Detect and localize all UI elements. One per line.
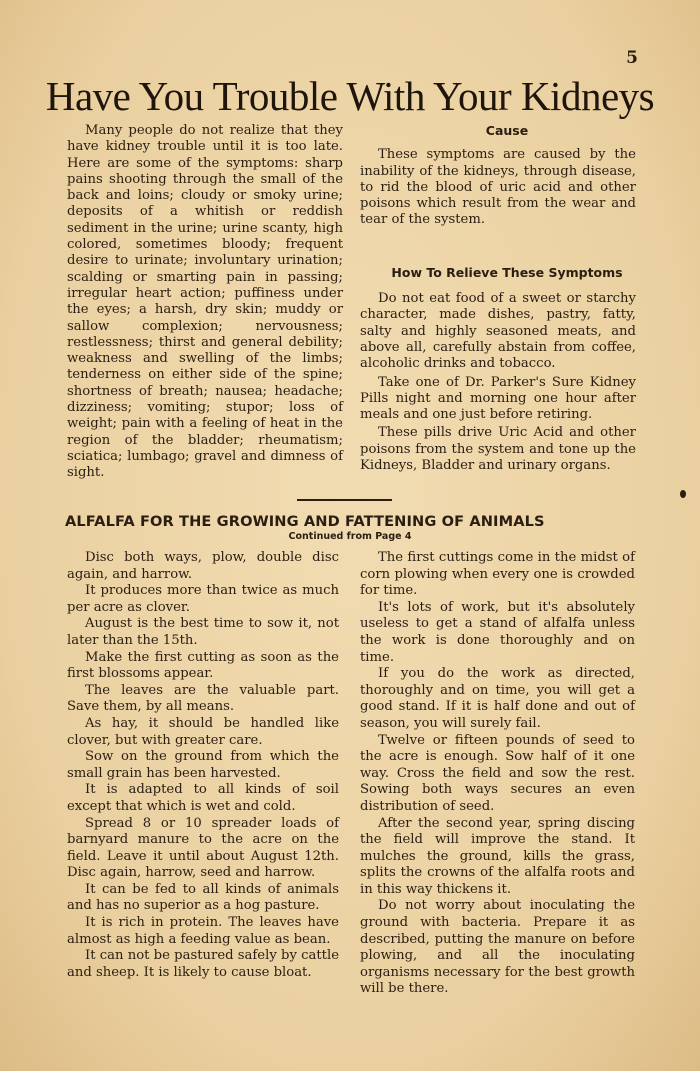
section-divider: [297, 499, 392, 501]
alfalfa-title: ALFALFA FOR THE GROWING AND FATTENING OF ANIMALS: [65, 513, 545, 530]
alfalfa-paragraph: Make the first cutting as soon as the first blossoms appear.: [67, 649, 339, 682]
alfalfa-paragraph: It can be fed to all kinds of animals and has no superior as a hog pasture.: [67, 881, 339, 914]
alfalfa-paragraph: It is adapted to all kinds of soil except that which is wet and cold.: [67, 782, 339, 814]
alfalfa-paragraph: It produces more than twice as much per acre as clover.: [67, 583, 339, 615]
alfalfa-paragraph: Do not worry about inoculating the ground with bacteria. Prepare it as described, putting the manure on before plowing, and all the inoculating organisms necessary for the best growth will be there.: [360, 898, 635, 997]
alfalfa-paragraph: Sow on the ground from which the small grain has been harvested.: [67, 749, 339, 781]
alfalfa-paragraph: As hay, it should be handled like clover, but with greater care.: [67, 715, 339, 748]
headline: Have You Trouble With Your Kidneys: [45, 73, 655, 119]
relieve-heading: How To Relieve These Symptoms: [391, 264, 623, 280]
alfalfa-paragraph: The first cuttings come in the midst of corn plowing when every one is crowded for time.: [360, 550, 635, 599]
continued-note: Continued from Page 4: [288, 531, 412, 542]
relieve-paragraph: Do not eat food of a sweet or starchy character, made dishes, pastry, fatty, salty and highly seasoned meats, and above all, carefully abstain from coffee, alcoholic drinks and tobacco.: [360, 291, 636, 372]
kidneys-right-column: [360, 123, 636, 474]
alfalfa-paragraph: It can not be pastured safely by cattle and sheep. It is likely to cause bloat.: [67, 948, 339, 980]
alfalfa-paragraph: Spread 8 or 10 spreader loads of barnyard manure to the acre on the field. Leave it until about August 12th. Disc again, harrow, seed and harrow.: [67, 815, 339, 881]
alfalfa-paragraph: If you do the work as directed, thoroughly and on time, you will get a good stand. If it is half done and out of season, you will surely fail.: [360, 666, 635, 731]
alfalfa-left-column: [67, 550, 339, 981]
alfalfa-paragraph: After the second year, spring discing the field will improve the stand. It mulches the ground, kills the grass, splits the crowns of the alfalfa roots and in this way thickens it.: [360, 815, 635, 897]
page-number: 5: [626, 48, 638, 68]
print-mark: [680, 490, 686, 498]
alfalfa-paragraph: It is rich in protein. The leaves have almost as high a feeding value as bean.: [67, 915, 339, 947]
relieve-paragraph: These pills drive Uric Acid and other poisons from the system and tone up the Kidneys, Bladder and urinary organs.: [360, 425, 636, 474]
relieve-paragraph: Take one of Dr. Parker's Sure Kidney Pills night and morning one hour after meals and one just before retiring.: [360, 374, 636, 423]
alfalfa-paragraph: Twelve or fifteen pounds of seed to the acre is enough. Sow half of it one way. Cross the field and sow the rest. Sowing both ways secures an even distribution of seed.: [360, 732, 635, 814]
alfalfa-paragraph: August is the best time to sow it, not later than the 15th.: [67, 616, 339, 648]
symptoms-paragraph: Many people do not realize that they have kidney trouble until it is too late. Here are some of the symptoms: sharp pains shooting through the small of the back and loins; cloudy or smoky urine; deposits of a whitish or reddish sediment in the urine; urine scanty, high colored, sometimes bloody; frequent desire to urinate; involuntary urination; scalding or smarting pain in passing; irregular heart action; puffiness under the eyes; a harsh, dry skin; muddy or sallow complexion; nervousness; restlessness; thirst and general debility; weakness and swelling of the limbs; tenderness on either side of the spine; shortness of breath; nausea; headache; dizziness; vomiting; stupor; loss of weight; pain with a feeling of heat in the region of the bladder; rheumatism; sciatica; lumbago; gravel and dimness of sight.: [67, 123, 343, 481]
cause-heading: Cause: [485, 123, 529, 138]
alfalfa-paragraph: It's lots of work, but it's absolutely useless to get a stand of alfalfa unless the work is done thoroughly and on time.: [360, 599, 635, 665]
kidneys-left-column: [67, 123, 343, 482]
alfalfa-paragraph: The leaves are the valuable part. Save them, by all means.: [67, 682, 339, 715]
alfalfa-right-column: [360, 550, 635, 998]
cause-text: These symptoms are caused by the inability of the kidneys, through disease, to rid the blood of uric acid and other poisons which result from the wear and tear of the system.: [360, 147, 636, 228]
alfalfa-paragraph: Disc both ways, plow, double disc again, and harrow.: [67, 550, 339, 582]
